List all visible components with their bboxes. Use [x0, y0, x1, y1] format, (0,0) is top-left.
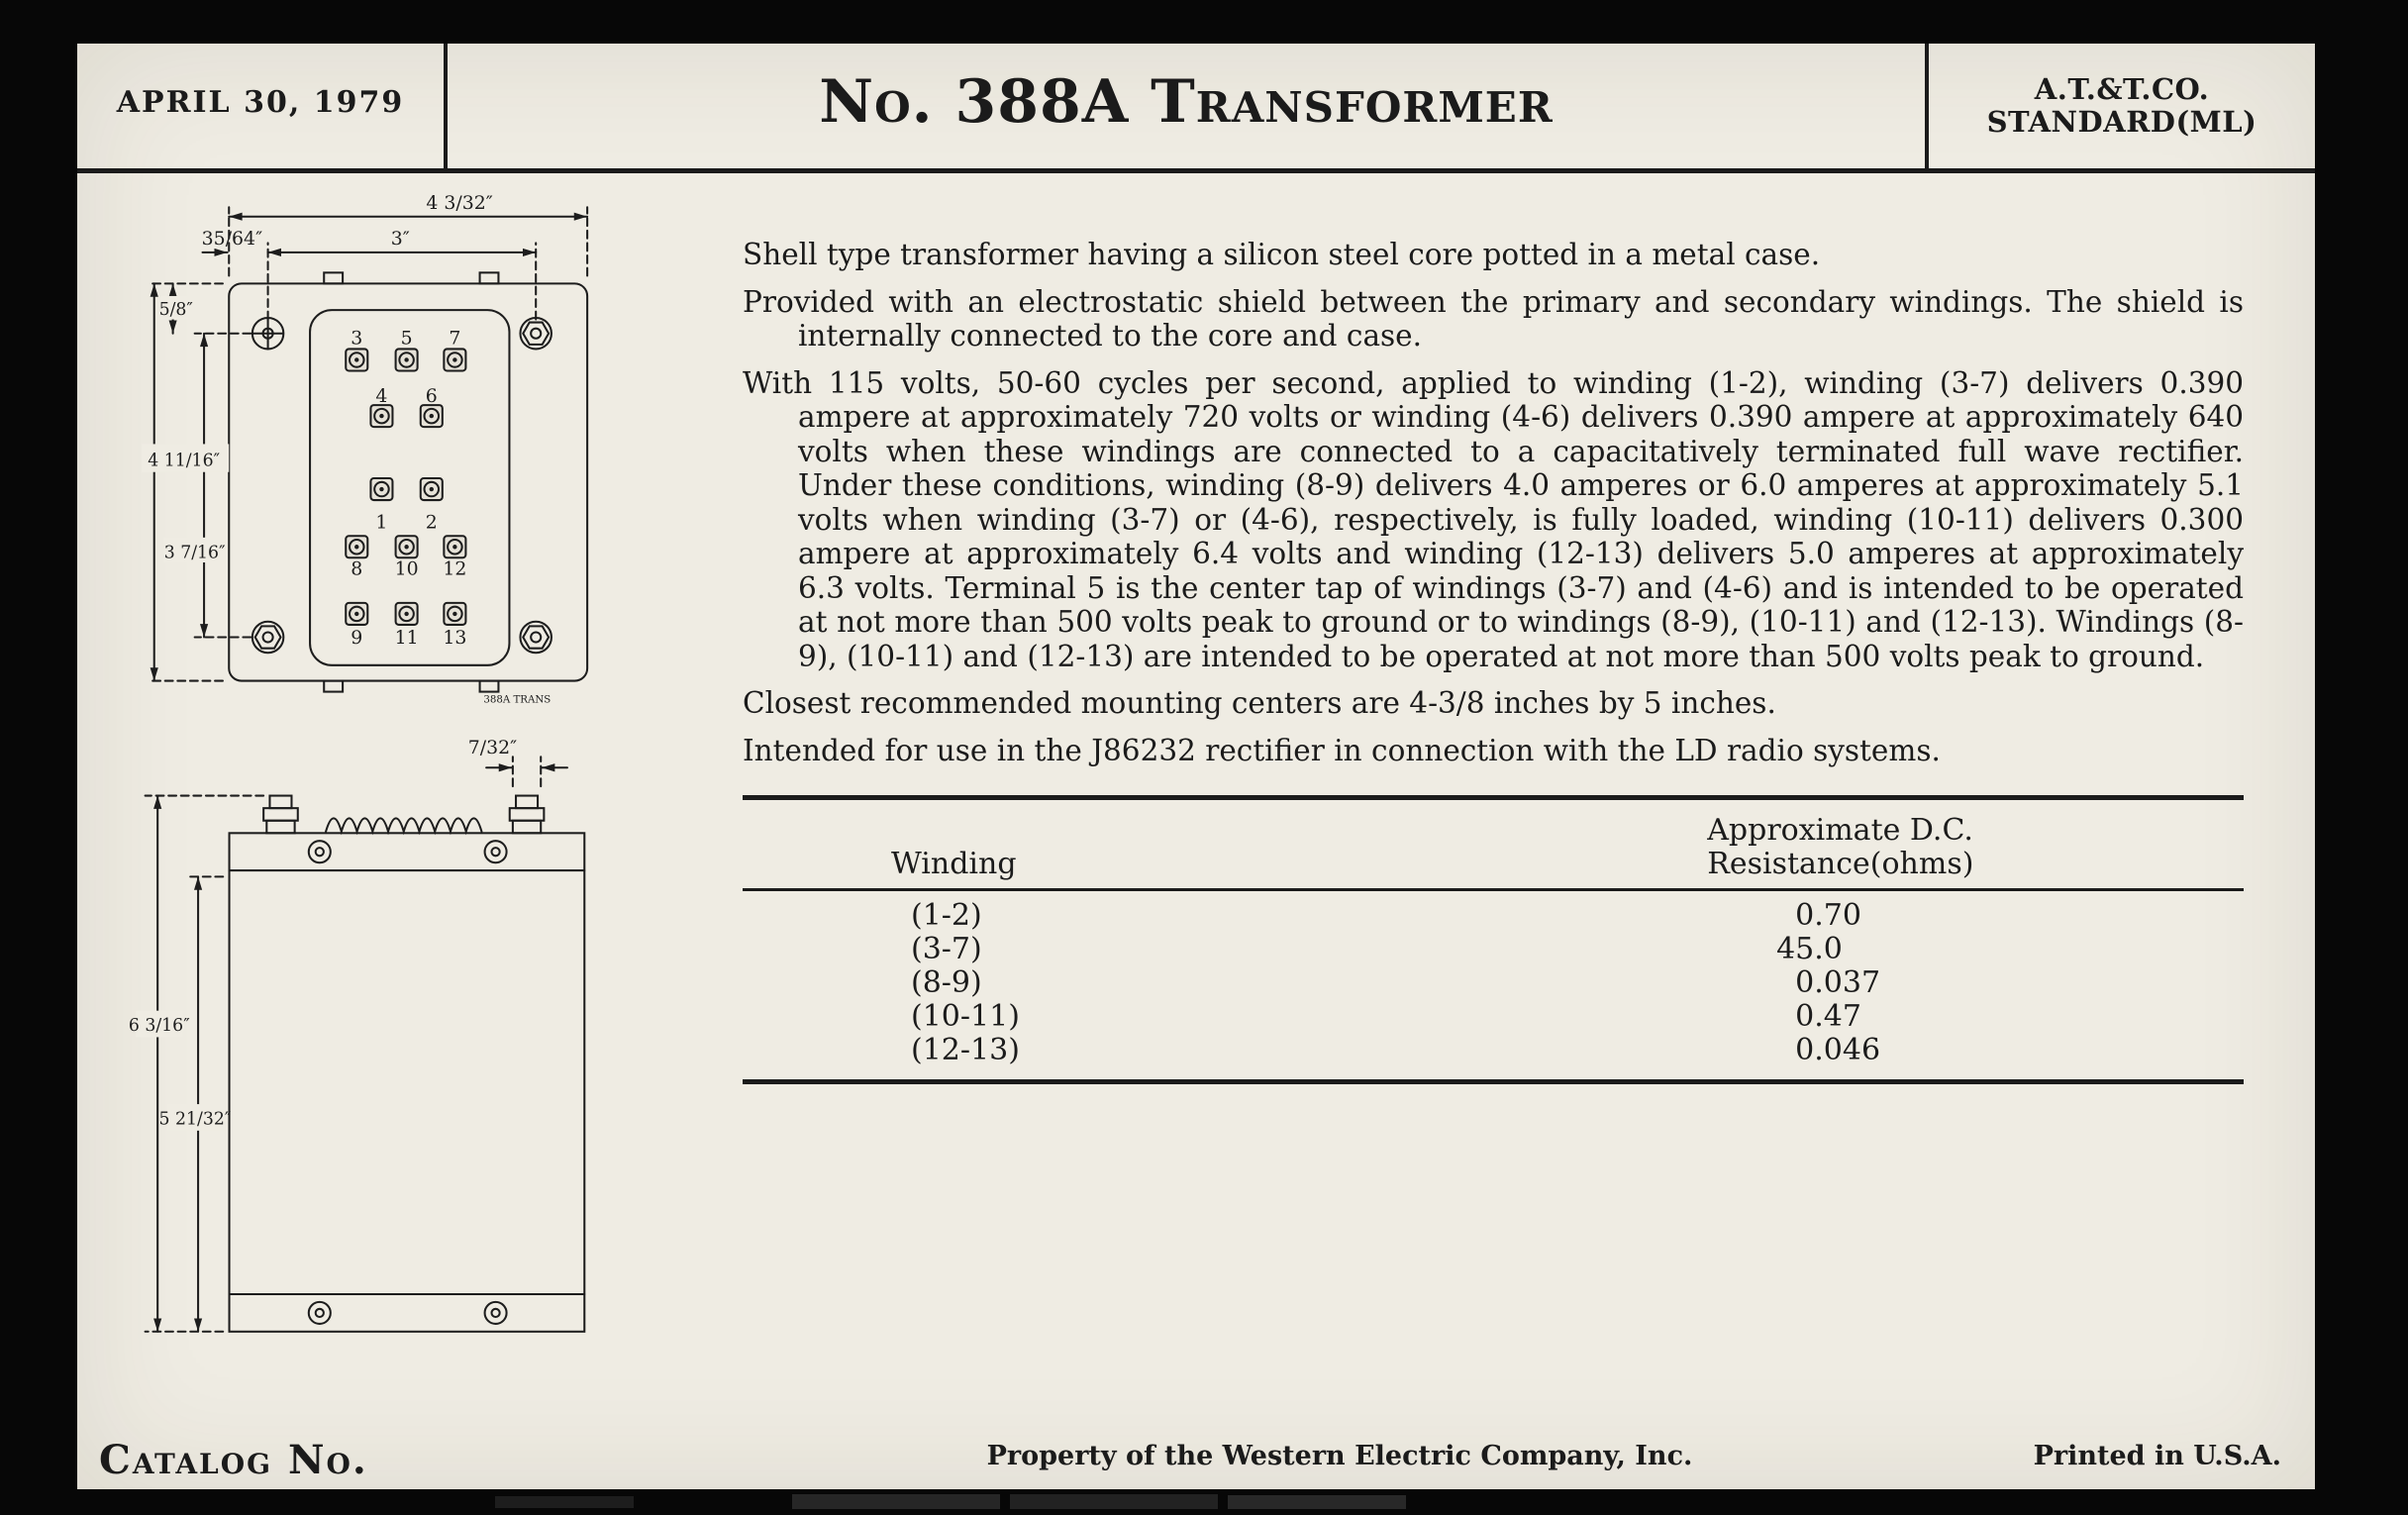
org-line2: STANDARD(ML)	[1986, 105, 2258, 139]
document-page	[77, 44, 2315, 1489]
resistance-header-line1: Approximate D.C.	[1707, 813, 1973, 848]
property-notice: Property of the Western Electric Company, Inc.	[986, 1441, 1693, 1471]
terminal-label: 10	[394, 557, 419, 580]
terminal-label: 6	[425, 384, 438, 407]
terminal-label: 13	[443, 626, 467, 649]
coil-leads	[326, 818, 481, 831]
table-row	[743, 1034, 2244, 1067]
spec-paragraph-1: Shell type transformer having a silicon steel core potted in a metal case.	[743, 238, 1821, 271]
table-row	[743, 933, 2244, 966]
resistance-cell: 0.70	[1776, 898, 1861, 933]
table-row	[743, 966, 2244, 1000]
dim-overall-width: 4 3/32″	[426, 191, 493, 214]
winding-cell: (3-7)	[911, 932, 982, 966]
side-view-drawing	[128, 727, 600, 1351]
table-header-rule	[743, 888, 2244, 891]
resistance-cell: 45.0	[1776, 932, 1843, 966]
terminal-label: 4	[375, 384, 388, 407]
terminal-label: 9	[351, 626, 363, 649]
winding-column-header: Winding	[891, 847, 1017, 881]
terminal-label: 5	[400, 327, 413, 350]
winding-cell: (8-9)	[911, 965, 982, 1000]
dim-overall-height: 4 11/16″	[148, 451, 221, 471]
drawing-caption: 388A TRANS	[483, 694, 552, 706]
terminal-label: 2	[425, 511, 438, 534]
org-line1: A.T.&T.CO.	[2034, 72, 2210, 106]
terminal-label: 8	[351, 557, 363, 580]
resistance-column-header	[1330, 814, 2244, 881]
table-row	[743, 899, 2244, 933]
dim-hole-span-height: 3 7/16″	[163, 543, 226, 563]
spec-paragraph-2: Provided with an electrostatic shield between the primary and secondary windings. The shield is internally connected to the core and case.	[743, 284, 2244, 353]
dim-top-offset: 5/8″	[158, 299, 193, 320]
resistance-cell: 0.037	[1776, 965, 1881, 1000]
resistance-cell: 0.47	[1776, 999, 1861, 1034]
org-standard-label	[1929, 73, 2315, 139]
terminal-label: 7	[449, 327, 461, 350]
terminal-labels	[351, 328, 466, 649]
top-view-drawing	[139, 182, 606, 720]
printed-notice: Printed in U.S.A.	[2033, 1441, 2281, 1471]
winding-cell: (1-2)	[911, 898, 982, 933]
terminal-label: 12	[443, 557, 467, 580]
scan-noise	[792, 1494, 1000, 1509]
scan-noise	[495, 1496, 634, 1508]
resistance-table	[743, 795, 2244, 1084]
resistance-header-line2: Resistance(ohms)	[1707, 847, 1974, 881]
table-header	[743, 800, 2244, 881]
dim-case-height: 5 21/32″	[158, 1109, 232, 1130]
document-header	[77, 44, 2315, 173]
spec-paragraph-3: With 115 volts, 50-60 cycles per second, applied to winding (1-2), winding (3-7) delivers 0.390 ampere at approximately 720 volts or winding (4-6) delivers 0.390 ampere at approximately 640 volts when these windings are connected to a capacitatively terminated full wave rectifier. Under these conditions, winding (8-9) delivers 4.0 amperes or 6.0 amperes at approximately 5.1 volts when winding (3-7) or (4-6), respectively, is fully loaded, winding (10-11) delivers 0.300 ampere at approximately 6.4 volts and winding (12-13) delivers 5.0 amperes at approximately 6.3 volts. Terminal 5 is the center tap of windings (3-7) and (4-6) and is intended to be operated at not more than 500 volts peak to ground or to windings (8-9), (10-11) and (12-13). Windings (8-9), (10-11) and (12-13) are intended to be operated at not more than 500 volts peak to ground.	[743, 365, 2244, 673]
case-side-outline	[230, 796, 585, 1332]
terminal-label: 11	[394, 626, 419, 649]
page-title: No. 388A Transformer	[819, 67, 1554, 137]
catalog-number-label: Catalog No.	[99, 1437, 368, 1483]
dimension-lines	[146, 757, 567, 1332]
winding-cell: (12-13)	[911, 1033, 1020, 1067]
table-body	[743, 899, 2244, 1067]
spec-text-column	[743, 238, 2244, 1084]
dim-overall-height: 6 3/16″	[128, 1016, 190, 1037]
scan-noise	[1010, 1494, 1218, 1509]
spec-paragraph-4: Closest recommended mounting centers are 4-3/8 inches by 5 inches.	[743, 686, 1776, 720]
table-row	[743, 1000, 2244, 1034]
dim-edge-offset: 35/64″	[201, 228, 263, 251]
resistance-cell: 0.046	[1776, 1033, 1881, 1067]
winding-cell: (10-11)	[911, 999, 1020, 1034]
terminal-label: 3	[351, 327, 363, 350]
dim-hole-span-width: 3″	[390, 228, 410, 251]
spec-paragraph-5: Intended for use in the J86232 rectifier in connection with the LD radio systems.	[743, 733, 1941, 767]
document-date: APRIL 30, 1979	[116, 85, 405, 120]
scan-noise	[1228, 1495, 1406, 1509]
terminal-label: 1	[375, 511, 388, 534]
dim-terminal-offset: 7/32″	[467, 737, 518, 759]
terminal-posts	[346, 349, 465, 624]
